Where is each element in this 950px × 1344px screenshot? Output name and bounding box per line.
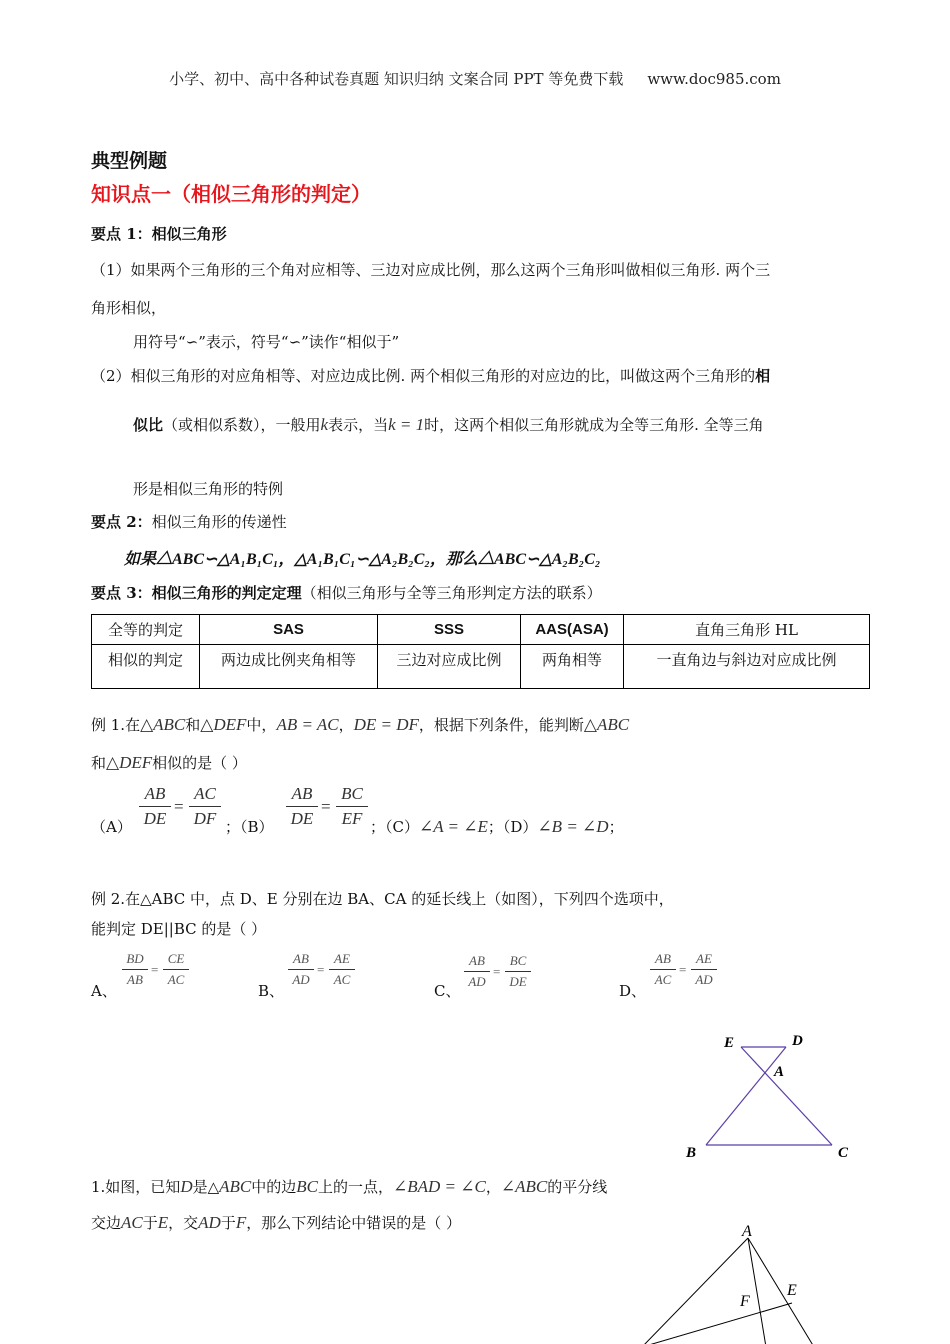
label-e: E xyxy=(787,1282,797,1299)
q1-text: 1.如图，已知 xyxy=(91,1178,181,1196)
ex1-condition-ab-ac: AB = AC xyxy=(276,715,339,734)
q1-point-f: F xyxy=(235,1213,247,1232)
frac-den: DE xyxy=(143,809,167,828)
point2-statement: 如果△ABC∽△A₁B₁C₁，△A₁B₁C₁∽△A₂B₂C₂，那么△ABC∽△A₂B₂C₂ xyxy=(124,551,601,568)
point2-title-bold: 要点 2： xyxy=(91,513,152,531)
frac-line xyxy=(189,806,221,807)
table-cell: 两角相等 xyxy=(521,645,624,689)
header-text: 小学、初中、高中各种试卷真题 知识归纳 文案合同 PPT 等免费下载 xyxy=(169,70,624,88)
ex2-line2: 能判定 DE||BC 的是（ ） xyxy=(91,920,267,938)
ex1-text: 例 1.在 xyxy=(91,716,141,734)
frac-num: AB xyxy=(469,953,485,968)
ex2-option-b-label: B、 xyxy=(258,982,285,1000)
ex1-condition-c: ∠A = ∠E xyxy=(418,817,488,836)
judgment-table xyxy=(91,614,870,689)
frac-num: AB xyxy=(293,951,309,966)
frac-num: AE xyxy=(696,951,712,966)
q1-text: 于 xyxy=(220,1214,236,1232)
ex1-option-a-label: （A） xyxy=(91,818,132,836)
header-url[interactable]: www.doc985.com xyxy=(647,70,781,88)
ex1-triangle-def: △DEF xyxy=(106,753,153,772)
ex1-text: ，根据下列条件，能判断 xyxy=(418,716,584,734)
p2-line2-c: 表示，当 xyxy=(328,416,389,434)
ex1-option-b-label: ；（B） xyxy=(225,818,274,836)
ex2-frac-a-right xyxy=(163,951,189,988)
ex2-option-a-label: A、 xyxy=(91,982,117,1000)
frac-den: AD xyxy=(292,972,310,987)
frac-num: AB xyxy=(144,784,166,803)
label-a: A xyxy=(742,1223,752,1240)
q1-line2 xyxy=(91,1212,461,1233)
p2-bold: 相 xyxy=(755,367,771,385)
k-symbol: k xyxy=(320,415,329,434)
frac-den: AC xyxy=(333,972,351,987)
table-cell: 一直角边与斜边对应成比例 xyxy=(624,645,870,689)
point2-title-rest: 相似三角形的传递性 xyxy=(151,513,287,531)
equals-sign: = xyxy=(493,964,501,979)
ex1-end: ； xyxy=(608,818,624,836)
ex1-option-d-label: ；（D） xyxy=(487,818,538,836)
table-cell: 全等的判定 xyxy=(92,615,200,645)
frac-num: AC xyxy=(194,784,216,803)
frac-line xyxy=(691,969,717,970)
segment-db xyxy=(706,1047,786,1145)
q1-text: 的平分线 xyxy=(547,1178,608,1196)
frac-den: EF xyxy=(341,809,363,828)
ex2-frac-b-right xyxy=(329,951,355,988)
ex1-triangle-def: △DEF xyxy=(200,715,247,734)
ex1-condition-d: ∠B = ∠D xyxy=(537,817,609,836)
frac-num: BC xyxy=(509,953,527,968)
equals-sign: = xyxy=(151,962,159,977)
q1-triangle-abc: ABC xyxy=(219,1177,252,1196)
frac-den: AB xyxy=(127,972,143,987)
ex2-frac-d-right xyxy=(691,951,717,988)
point1-p2-line2 xyxy=(133,414,764,435)
equals-sign: = xyxy=(174,797,184,816)
frac-line xyxy=(329,969,355,970)
frac-line xyxy=(286,806,318,807)
point1-title: 要点 1：相似三角形 xyxy=(91,225,227,243)
segment-ec xyxy=(741,1047,832,1145)
similarity-ratio-term: 似比 xyxy=(133,416,164,434)
equals-sign: = xyxy=(321,797,331,816)
q1-figure xyxy=(630,1215,830,1344)
ex1-triangle-abc: △ABC xyxy=(583,715,630,734)
frac-den: DE xyxy=(509,974,527,989)
ex1-frac-b-left xyxy=(286,784,318,829)
label-d: D xyxy=(792,1033,803,1049)
table-cell: SAS xyxy=(200,615,378,645)
frac-den: AC xyxy=(167,972,185,987)
point1-p2-line3: 形是相似三角形的特例 xyxy=(133,480,284,498)
q1-text: ，交 xyxy=(168,1214,199,1232)
point3-title-bold: 要点 3：相似三角形的判定定理 xyxy=(91,584,302,602)
q1-side-ac: AC xyxy=(121,1213,143,1232)
ex1-frac-b-right xyxy=(336,784,368,829)
frac-line xyxy=(163,969,189,970)
frac-line xyxy=(505,971,531,972)
equals-sign: = xyxy=(317,962,325,977)
table-cell: AAS(ASA) xyxy=(521,615,624,645)
q1-text: 上的一点， xyxy=(318,1178,394,1196)
ex1-frac-a-right xyxy=(189,784,221,829)
label-e: E xyxy=(724,1035,735,1051)
label-b: B xyxy=(686,1145,697,1161)
ex1-text: 和 xyxy=(91,754,107,772)
frac-line xyxy=(122,969,148,970)
table-cell: 相似的判定 xyxy=(92,645,200,689)
table-cell: 三边对应成比例 xyxy=(378,645,521,689)
ex1-text: 和 xyxy=(185,716,201,734)
p2-line2-d: 时，这两个相似三角形就成为全等三角形. 全等三角 xyxy=(424,416,764,434)
frac-num: AB xyxy=(291,784,313,803)
ex2-frac-a-left xyxy=(122,951,148,988)
segment-ad xyxy=(748,1238,766,1344)
equals-sign: = xyxy=(679,962,687,977)
frac-den: AD xyxy=(468,974,486,989)
q1-question: ，那么下列结论中错误的是（ ） xyxy=(246,1214,462,1232)
segment-ab xyxy=(642,1238,748,1344)
label-f: F xyxy=(740,1293,750,1310)
q1-side-bc: BC xyxy=(296,1177,318,1196)
point1-p1-line2: 角形相似， xyxy=(91,299,167,317)
ex1-question: 相似的是（ ） xyxy=(152,754,247,772)
frac-line xyxy=(336,806,368,807)
point1-p1-line1: （1）如果两个三角形的三个角对应相等、三边对应成比例，那么这两个三角形叫做相似三角形. 两个三 xyxy=(91,261,771,279)
ex1-triangle-abc: △ABC xyxy=(140,715,186,734)
point3-title xyxy=(91,582,602,603)
frac-num: BD xyxy=(126,951,144,966)
table-cell: 直角三角形 HL xyxy=(624,615,870,645)
q1-text: 于 xyxy=(142,1214,158,1232)
ex1-option-c-label: ；（C） xyxy=(370,818,419,836)
point2-title xyxy=(91,511,287,532)
table-row-congruent xyxy=(92,615,870,645)
point1-p1-line3: 用符号“∽”表示，符号“∽”读作“相似于” xyxy=(133,333,400,351)
segment-ac xyxy=(748,1238,814,1344)
point1-p2-line1 xyxy=(91,365,770,386)
frac-den: DF xyxy=(193,809,217,828)
ex1-text: ， xyxy=(338,716,354,734)
point3-title-rest: （相似三角形与全等三角形判定方法的联系） xyxy=(301,584,602,602)
ex2-frac-b-left xyxy=(288,951,314,988)
frac-num: AB xyxy=(655,951,671,966)
ex1-line1 xyxy=(91,714,629,735)
k-equals-one: k = 1 xyxy=(388,415,425,434)
ex2-frac-d-left xyxy=(650,951,676,988)
ex1-condition-de-df: DE = DF xyxy=(353,715,419,734)
frac-num: AE xyxy=(334,951,350,966)
q1-segment-ad: AD xyxy=(198,1213,221,1232)
ex2-frac-c-right xyxy=(505,953,531,990)
q1-text: 中的边 xyxy=(251,1178,297,1196)
p2-text: （2）相似三角形的对应角相等、对应边成比例. 两个相似三角形的对应边的比，叫做这两个三角形的 xyxy=(91,367,756,385)
frac-den: AD xyxy=(695,972,713,987)
q1-text: 是△ xyxy=(192,1178,220,1196)
knowledge-title: 知识点一（相似三角形的判定） xyxy=(91,182,371,206)
ex2-line1: 例 2.在△ABC 中，点 D、E 分别在边 BA、CA 的延长线上（如图），下列四个选项中， xyxy=(91,890,674,908)
table-cell: 两边成比例夹角相等 xyxy=(200,645,378,689)
q1-text: ， xyxy=(485,1178,501,1196)
q1-condition: ∠BAD = ∠C xyxy=(393,1177,486,1196)
table-row-similar xyxy=(92,645,870,689)
q1-text: 交边 xyxy=(91,1214,122,1232)
table-cell: SSS xyxy=(378,615,521,645)
q1-point-d: D xyxy=(180,1177,193,1196)
ex2-option-c-label: C、 xyxy=(434,982,461,1000)
ex2-option-d-label: D、 xyxy=(619,982,647,1000)
q1-line1 xyxy=(91,1176,607,1197)
frac-den: DE xyxy=(290,809,314,828)
page-header xyxy=(0,68,950,89)
q1-point-e: E xyxy=(157,1213,169,1232)
frac-line xyxy=(139,806,171,807)
frac-line xyxy=(650,969,676,970)
q1-angle-abc: ∠ABC xyxy=(500,1177,548,1196)
frac-line xyxy=(464,971,490,972)
label-a: A xyxy=(774,1064,785,1080)
frac-den: AC xyxy=(654,972,672,987)
frac-line xyxy=(288,969,314,970)
label-c: C xyxy=(838,1145,849,1161)
ex1-text: 中， xyxy=(246,716,277,734)
frac-num: CE xyxy=(167,951,185,966)
section-title: 典型例题 xyxy=(91,150,168,172)
p2-line2-b: （或相似系数），一般用 xyxy=(163,416,321,434)
frac-num: BC xyxy=(341,784,363,803)
ex1-option-c-d xyxy=(370,816,624,837)
ex1-line2 xyxy=(91,752,247,773)
ex2-frac-c-left xyxy=(464,953,490,990)
ex2-figure xyxy=(680,1028,860,1168)
ex1-frac-a-left xyxy=(139,784,171,829)
